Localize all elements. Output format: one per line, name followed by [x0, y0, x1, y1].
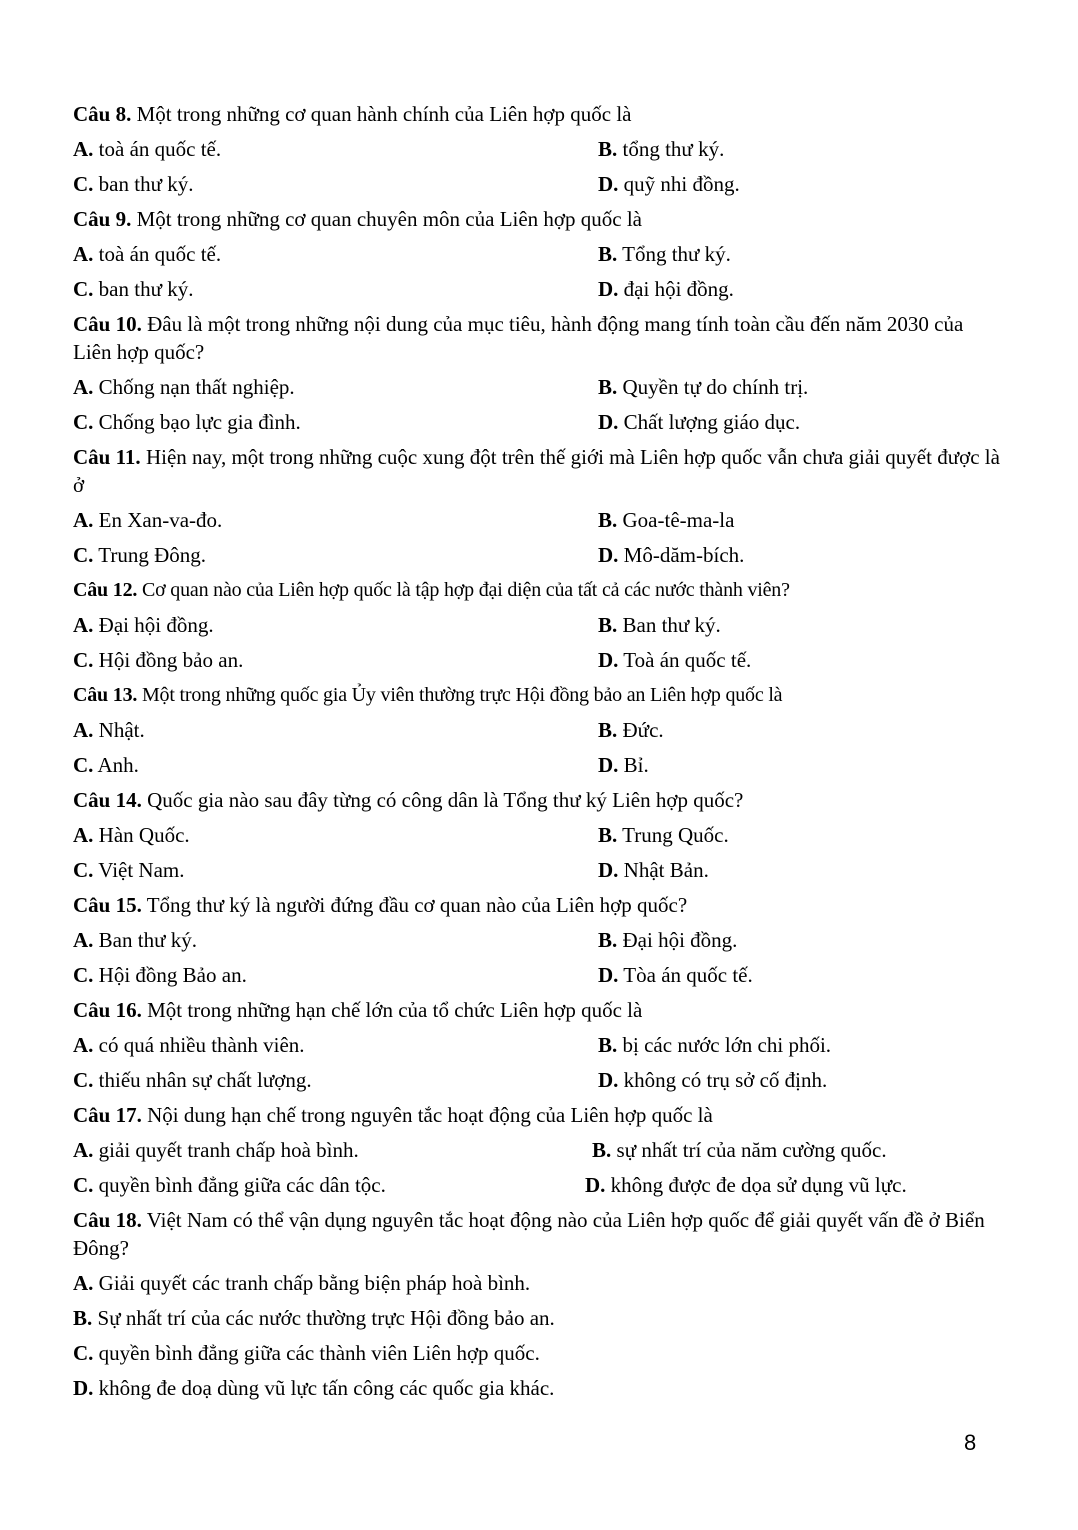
options-row: [73, 275, 1003, 310]
option-a: A. toà án quốc tế.: [73, 242, 222, 266]
question-text: Một trong những quốc gia Ủy viên thường trực Hội đồng bảo an Liên hợp quốc là: [137, 684, 783, 706]
question-text: Một trong những cơ quan chuyên môn của Liên hợp quốc là: [131, 207, 643, 231]
option-c: C. ban thư ký.: [73, 172, 194, 196]
option-d: D. Tòa án quốc tế.: [598, 963, 753, 987]
option-d: D. đại hội đồng.: [598, 277, 734, 301]
options-row: [73, 821, 1003, 856]
option-d: D. Bỉ.: [598, 753, 649, 777]
option-d: D. Nhật Bản.: [598, 858, 709, 882]
question-14: [73, 786, 1003, 821]
options-row: [73, 1136, 1003, 1171]
option-b: B. Ban thư ký.: [598, 613, 721, 637]
question-18: [73, 1206, 1003, 1269]
question-number: Câu 13.: [73, 684, 138, 706]
page-number: 8: [964, 1430, 977, 1455]
option-c: C. Hội đồng bảo an.: [73, 648, 244, 672]
question-12: [73, 576, 1003, 611]
options-row: [73, 646, 1003, 681]
option-c: C. Chống bạo lực gia đình.: [73, 410, 301, 434]
exam-page: [73, 100, 1003, 1409]
question-number: Câu 8.: [73, 102, 132, 126]
option-b: B. Quyền tự do chính trị.: [598, 375, 809, 399]
option-b: B. Đức.: [598, 718, 664, 742]
option-a: A. Ban thư ký.: [73, 928, 197, 952]
options-row: [73, 1066, 1003, 1101]
option-b: B. Goa-tê-ma-la: [598, 508, 735, 532]
question-9: [73, 205, 1003, 240]
options-row: [73, 506, 1003, 541]
option-d: D. không đe doạ dùng vũ lực tấn công các quốc gia khác.: [73, 1376, 555, 1400]
option-a: A. Giải quyết các tranh chấp bằng biện pháp hoà bình.: [73, 1271, 531, 1295]
question-8: [73, 100, 1003, 135]
question-10: [73, 310, 1003, 373]
question-11: [73, 443, 1003, 506]
options-row: [73, 240, 1003, 275]
option-b: B. tổng thư ký.: [598, 137, 725, 161]
option-c: C. quyền bình đẳng giữa các dân tộc.: [73, 1173, 386, 1197]
option-d: D. không được đe dọa sử dụng vũ lực.: [585, 1173, 907, 1197]
question-text: Tổng thư ký là người đứng đầu cơ quan nào của Liên hợp quốc?: [141, 893, 688, 917]
option-b: B. Đại hội đồng.: [598, 928, 738, 952]
option-b: B. Tổng thư ký.: [598, 242, 731, 266]
question-text: Hiện nay, một trong những cuộc xung đột trên thế giới mà Liên hợp quốc vẫn chưa giải quyết được là ở: [73, 445, 1000, 497]
options-row: [73, 170, 1003, 205]
options-row: [73, 926, 1003, 961]
option-c: C. thiếu nhân sự chất lượng.: [73, 1068, 312, 1092]
options-row: [73, 541, 1003, 576]
options-row: [73, 1171, 1003, 1206]
question-number: Câu 10.: [73, 312, 142, 336]
option-a: A. Hàn Quốc.: [73, 823, 190, 847]
options-row: [73, 611, 1003, 646]
option-c: C. Trung Đông.: [73, 543, 207, 567]
option-a: A. En Xan-va-đo.: [73, 508, 223, 532]
options-row: [73, 856, 1003, 891]
question-text: Cơ quan nào của Liên hợp quốc là tập hợp đại diện của tất cả các nước thành viên?: [137, 579, 790, 601]
option-a: A. giải quyết tranh chấp hoà bình.: [73, 1138, 359, 1162]
option-c: C. quyền bình đẳng giữa các thành viên Liên hợp quốc.: [73, 1341, 540, 1365]
option-a: A. Chống nạn thất nghiệp.: [73, 375, 295, 399]
question-number: Câu 12.: [73, 579, 138, 601]
option-c: C. Việt Nam.: [73, 858, 185, 882]
question-text: Một trong những cơ quan hành chính của Liên hợp quốc là: [131, 102, 632, 126]
question-number: Câu 14.: [73, 788, 142, 812]
question-15: [73, 891, 1003, 926]
question-13: [73, 681, 1003, 716]
option-d: D. Chất lượng giáo dục.: [598, 410, 801, 434]
question-text: Một trong những hạn chế lớn của tổ chức Liên hợp quốc là: [141, 998, 643, 1022]
option-a: A. Nhật.: [73, 718, 145, 742]
option-d: D. quỹ nhi đồng.: [598, 172, 740, 196]
option-b: B. Trung Quốc.: [598, 823, 729, 847]
question-number: Câu 9.: [73, 207, 132, 231]
options-row: [73, 716, 1003, 751]
option-d: D. Toà án quốc tế.: [598, 648, 752, 672]
options-row: [73, 135, 1003, 170]
options-row: [73, 408, 1003, 443]
option-a: A. có quá nhiều thành viên.: [73, 1033, 305, 1057]
question-16: [73, 996, 1003, 1031]
question-number: Câu 17.: [73, 1103, 142, 1127]
option-d: D. không có trụ sở cố định.: [598, 1068, 828, 1092]
option-d: D. Mô-dăm-bích.: [598, 543, 745, 567]
option-c: C. Anh.: [73, 753, 139, 777]
option-a: A. Đại hội đồng.: [73, 613, 214, 637]
question-number: Câu 18.: [73, 1208, 142, 1232]
question-text: Đâu là một trong những nội dung của mục tiêu, hành động mang tính toàn cầu đến năm 2030 của Liên hợp quốc?: [73, 312, 964, 364]
question-text: Quốc gia nào sau đây từng có công dân là Tổng thư ký Liên hợp quốc?: [141, 788, 744, 812]
question-17: [73, 1101, 1003, 1136]
options-row: [73, 751, 1003, 786]
question-text: Việt Nam có thể vận dụng nguyên tắc hoạt động nào của Liên hợp quốc để giải quyết vấn đề ở Biển Đông?: [73, 1208, 985, 1260]
question-number: Câu 15.: [73, 893, 142, 917]
question-number: Câu 11.: [73, 445, 141, 469]
options-row: [73, 961, 1003, 996]
options-row: [73, 373, 1003, 408]
question-number: Câu 16.: [73, 998, 142, 1022]
option-a: A. toà án quốc tế.: [73, 137, 222, 161]
option-c: C. ban thư ký.: [73, 277, 194, 301]
options-row: [73, 1031, 1003, 1066]
question-text: Nội dung hạn chế trong nguyên tắc hoạt động của Liên hợp quốc là: [141, 1103, 713, 1127]
option-b: B. sự nhất trí của năm cường quốc.: [592, 1138, 887, 1162]
option-b: B. Sự nhất trí của các nước thường trực Hội đồng bảo an.: [73, 1306, 555, 1330]
option-c: C. Hội đồng Bảo an.: [73, 963, 247, 987]
option-b: B. bị các nước lớn chi phối.: [598, 1033, 832, 1057]
